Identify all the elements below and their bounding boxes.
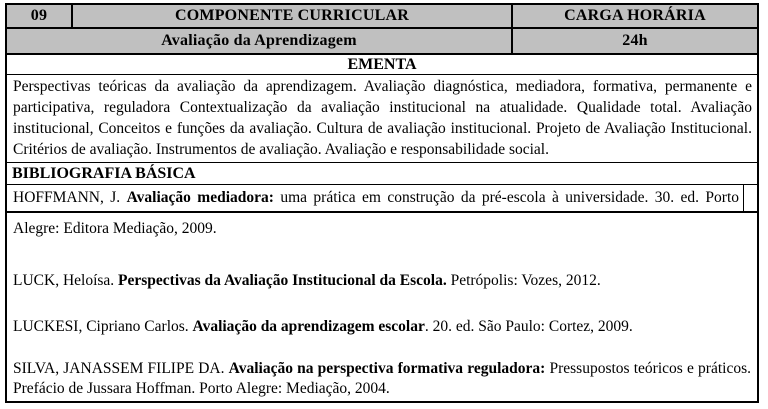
row-right-inset [744, 185, 757, 211]
course-number-cell: 09 [7, 5, 73, 27]
bibliography-entry-silva [13, 359, 751, 399]
entry-title: Avaliação na perspectiva formativa reguladora: [228, 360, 546, 377]
hours-label-cell: CARGA HORÁRIA [564, 7, 706, 24]
entry-details: Pressupostos teóricos e práticos. Prefácio de Jussara Hoffman. Porto Alegre: Mediação, 2004. [13, 360, 751, 397]
entry-title: Avaliação da aprendizagem escolar [192, 318, 425, 335]
header-row [7, 5, 757, 29]
bibliography-entry-hoffmann-continuation: Alegre: Editora Mediação, 2009. [13, 220, 217, 237]
entry-details: . 20. ed. São Paulo: Cortez, 2009. [424, 318, 633, 335]
entry-details: Petrópolis: Vozes, 2012. [446, 272, 601, 289]
subheader-row [7, 29, 757, 55]
ementa-paragraph: Perspectivas teóricas da avaliação da aprendizagem. Avaliação diagnóstica, mediadora, formativa, permanente e participativa, reguladora Contextualização da avaliação institucional na atualidade. Qualidade total. Avaliação institucional, Conceitos e funções da avaliação. Cultura de avaliação institucional. Projeto de Avaliação Institucional. Critérios de avaliação. Instrumentos de avaliação. Avaliação e responsabilidade social. [7, 75, 757, 163]
entry-author: LUCKESI, Cipriano Carlos. [13, 318, 193, 335]
course-syllabus-table [5, 3, 759, 403]
bibliography-entries-cell [7, 213, 757, 399]
bibliography-section-title: BIBLIOGRAFIA BÁSICA [7, 163, 757, 185]
hours-value-cell: 24h [622, 32, 648, 49]
bibliography-entry-luckesi [13, 317, 751, 337]
component-label-cell: COMPONENTE CURRICULAR [73, 5, 513, 27]
entry-title: Perspectivas da Avaliação Institucional da Escola. [118, 272, 447, 289]
entry-author: LUCK, Heloísa. [13, 272, 119, 289]
bibliography-entry-hoffmann-row [7, 185, 757, 213]
bibliography-entry-hoffmann [7, 185, 744, 211]
entry-details: uma prática em construção da pré-escola à universidade. 30. ed. Porto [273, 189, 740, 206]
bibliography-entry-luck [13, 271, 751, 291]
ementa-section-title: EMENTA [7, 55, 757, 75]
entry-title: Avaliação mediadora: [126, 189, 274, 206]
course-name-cell: Avaliação da Aprendizagem [7, 29, 513, 53]
entry-author: SILVA, JANASSEM FILIPE DA. [13, 360, 229, 377]
entry-author: HOFFMANN, J. [13, 189, 127, 206]
